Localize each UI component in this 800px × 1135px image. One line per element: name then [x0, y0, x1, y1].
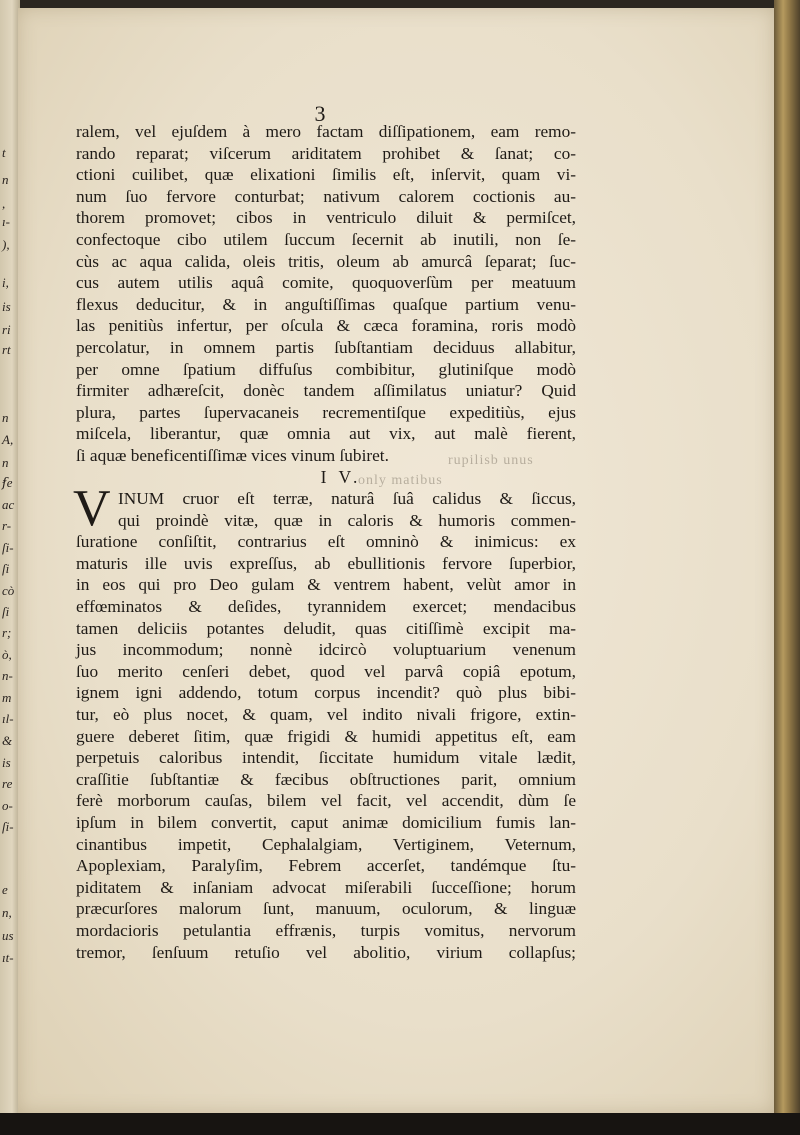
text-line: effœminatos & deſides, tyrannidem exercet; mendacibus: [76, 597, 576, 617]
facing-page-fragment: ,: [2, 196, 6, 211]
text-line: maturis ille uvis expreſſus, ab ebullitionis fervore ſuperbior,: [76, 553, 576, 573]
text-line: flexus deducitur, & in anguſtiſſimas quaſque partium venu-: [76, 294, 576, 314]
facing-page-fragment: A,: [2, 432, 14, 447]
paragraph-2-lines: [76, 531, 576, 963]
facing-page-fragment: n: [2, 410, 9, 425]
facing-page-fragment: ſi-: [2, 540, 14, 555]
facing-page-fragment: r-: [2, 518, 12, 533]
text-line: perpetuis caloribus intendit, ſiccitate humidum vitale lædit,: [76, 748, 576, 768]
page-text: [73, 121, 576, 963]
page-number: 3: [314, 101, 326, 126]
text-line: rando reparat; viſcerum ariditatem prohibet & ſanat; co-: [76, 143, 576, 163]
facing-page-fragment: o-: [2, 798, 13, 813]
text-line: percolatur, in omnem partis ſubſtantiam deciduus allabitur,: [76, 337, 576, 357]
text-line: mordacioris petulantia effrænis, turpis vomitus, nervorum: [76, 920, 576, 940]
text-line: miſcela, liberantur, quæ omnia aut vix, aut malè fierent,: [76, 424, 576, 444]
facing-page-fragment: r;: [2, 625, 12, 640]
facing-page-fragment: &: [2, 733, 13, 748]
facing-page-fragment: e: [2, 882, 8, 897]
facing-page-fragment: t: [2, 145, 6, 160]
text-line: num ſuo fervore conturbat; nativum calorem coctionis au-: [76, 186, 576, 206]
drop-cap: V: [73, 480, 111, 538]
facing-page-fragment: re: [2, 776, 13, 791]
facing-page-fragment: n: [2, 455, 9, 470]
text-line: cùs ac aqua calida, oleis tritis, oleum ab amurcâ ſeparat; ſuc-: [76, 251, 576, 271]
facing-page-edge: [0, 0, 20, 1113]
text-line: in eos qui pro Deo gulam & ventrem habent, velùt amor in: [76, 575, 576, 595]
facing-page-fragment: m: [2, 690, 12, 705]
text-line: ſuratione conſiſtit, contrarius eſt omninò & inimicus: ex: [76, 532, 576, 552]
text-line: thorem promovet; cibos in ventriculo diluit & permiſcet,: [76, 208, 576, 228]
facing-page-fragment: is: [2, 755, 11, 770]
text-line: cus autem utilis aquâ comite, quoquoverſùm per meatuum: [76, 273, 576, 293]
bleed-through-text: only matibus: [358, 473, 443, 488]
text-line: piditatem & inſaniam advocat miſerabili ſucceſſione; horum: [76, 877, 576, 897]
facing-page-fragment: cò: [2, 583, 15, 598]
text-line: craſſitie ſubſtantiæ & fæcibus obſtructiones parit, omnium: [76, 769, 576, 789]
facing-page-fragment: i,: [2, 275, 9, 290]
text-line: tremor, ſenſuum retuſio vel abolitio, virium collapſus;: [76, 942, 576, 962]
text-line: ferè morborum cauſas, bilem vel facit, vel accendit, dùm ſe: [76, 791, 576, 811]
text-line: Apoplexiam, Paralyſim, Febrem accerſet, tandémque ſtu-: [76, 856, 576, 876]
text-line: præcurſores malorum ſunt, manuum, oculorum, & linguæ: [76, 899, 576, 919]
facing-page-fragment: ),: [2, 237, 10, 252]
facing-page-fragment: ı-: [2, 214, 10, 229]
facing-page-fragment: ſi: [2, 561, 10, 576]
text-line: las penitiùs infertur, per oſcula & cæca foramina, roris modò: [76, 316, 576, 336]
bleed-through-text: rupilisb unus: [448, 453, 534, 468]
text-line: cinantibus impetit, Cephalalgiam, Vertiginem, Veternum,: [76, 834, 576, 854]
text-line: INUM cruor eſt terræ, naturâ ſuâ calidus & ſiccus,: [118, 489, 576, 509]
book-bottom-edge: [0, 1113, 800, 1135]
facing-page-fragment: us: [2, 928, 14, 943]
facing-page-fragment: n: [2, 172, 9, 187]
section-heading: I V.: [320, 466, 362, 487]
facing-page-fragment: ıl-: [2, 711, 14, 726]
facing-page-fragment: n-: [2, 668, 13, 683]
text-line: ignem igni addendo, totum corpus incendit? quò plus bibi-: [76, 683, 576, 703]
facing-page-fragment: n,: [2, 905, 12, 920]
facing-page-fragment: ac: [2, 497, 15, 512]
facing-page-fragment: ıt-: [2, 950, 14, 965]
paragraph-1: [76, 121, 576, 467]
facing-page-fragment: is: [2, 299, 11, 314]
text-line: per omne ſpatium diffuſus combibitur, glutiniſque modò: [76, 359, 576, 379]
text-line: tamen deliciis potantes deludit, quas citiſſimè excipit ma-: [76, 618, 576, 638]
text-line: plura, partes ſupervacaneis recrementiſque expeditiùs, ejus: [76, 402, 576, 422]
text-line: ſi aquæ beneficentiſſimæ vices vinum ſubiret.: [76, 445, 389, 465]
gilded-page-edge: [774, 0, 800, 1113]
text-line: firmiter adhæreſcit, donèc tandem aſſimilatus uniatur? Quid: [76, 381, 576, 401]
paragraph-2-indented-lines: [76, 488, 576, 531]
facing-page-fragment: ſi-: [2, 819, 14, 834]
facing-page-fragment: ri: [2, 322, 11, 337]
book-page: [18, 8, 774, 1113]
text-line: ipſum in bilem convertit, caput animæ domicilium fumis lan-: [76, 813, 576, 832]
text-line: ctioni cuilibet, quæ elixationi ſimilis eſt, inſervit, quam vi-: [76, 165, 576, 185]
facing-page-fragment: ſi: [2, 604, 10, 619]
text-line: confectoque cibo utilem ſuccum ſecernit ab inutili, non ſe-: [76, 229, 576, 249]
facing-page-fragment: ò,: [2, 647, 12, 662]
text-line: tur, eò plus nocet, & quam, vel indito nivali frigore, extin-: [76, 705, 576, 725]
text-line: ſuo merito cenſeri debet, quod vel parvâ copiâ epotum,: [76, 661, 576, 681]
text-line: qui proindè vitæ, quæ in caloris & humoris commen-: [118, 510, 576, 530]
text-line: ralem, vel ejuſdem à mero factam diſſipationem, eam remo-: [76, 122, 576, 141]
text-line: jus incommodum; nonnè idcircò voluptuarium venenum: [76, 640, 576, 660]
facing-page-fragment: ẜe: [2, 475, 13, 490]
text-line: guere deberet ſitim, quæ frigidi & humidi appetitus eſt, eam: [76, 726, 576, 746]
facing-page-fragment: rt: [2, 342, 11, 357]
